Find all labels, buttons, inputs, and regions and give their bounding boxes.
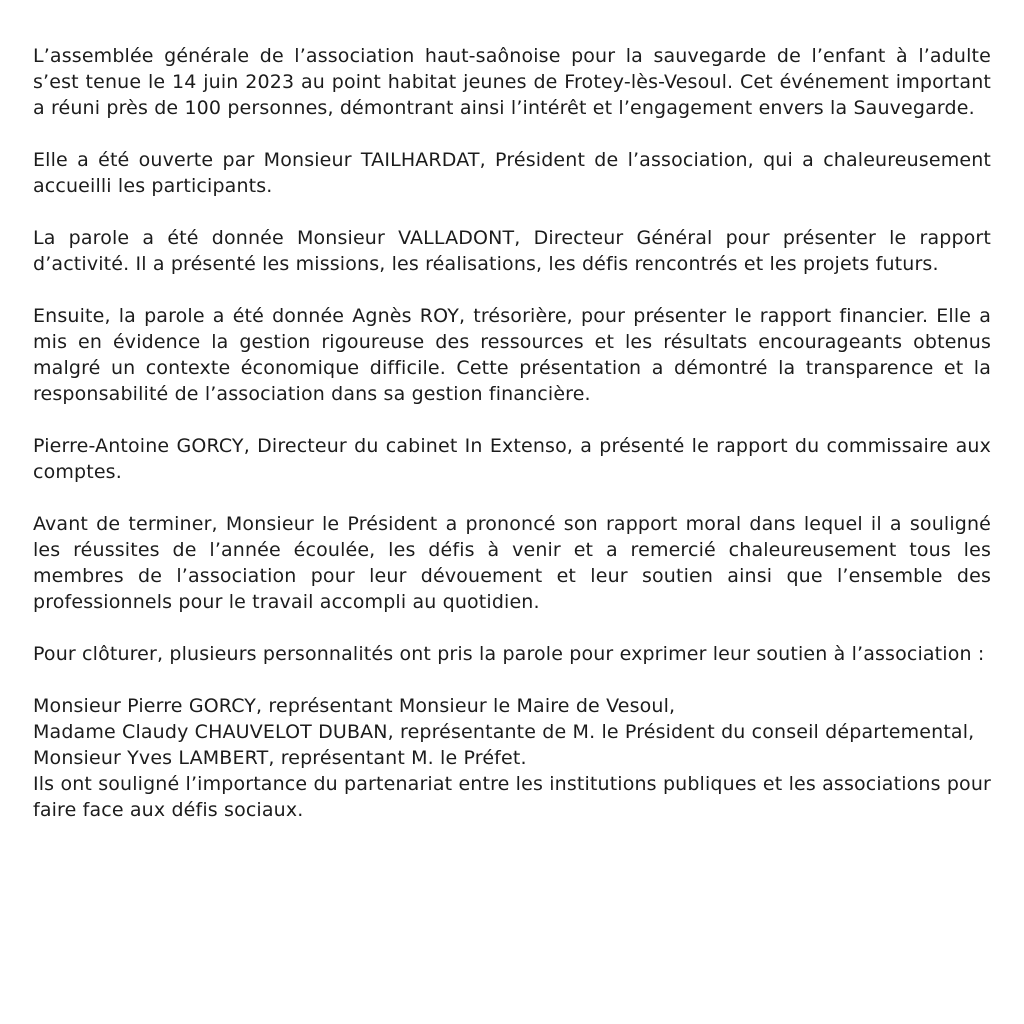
paragraph-opening: Elle a été ouverte par Monsieur TAILHARDAT, Président de l’association, qui a chaleureusement accueilli les participants. (33, 149, 991, 197)
speakers-list (33, 693, 991, 823)
paragraph-introduction: L’assemblée générale de l’association haut-saônoise pour la sauvegarde de l’enfant à l’adulte s’est tenue le 14 juin 2023 au point habitat jeunes de Frotey-lès-Vesoul. Cet événement important a réuni près de 100 personnes, démontrant ainsi l’intérêt et l’engagement envers la Sauvegarde. (33, 45, 991, 119)
article-body (33, 43, 991, 823)
paragraph-activity-report: La parole a été donnée Monsieur VALLADONT, Directeur Général pour présenter le rapport d’activité. Il a présenté les missions, les réalisations, les défis rencontrés et les projets futurs. (33, 227, 991, 275)
paragraph-financial-report: Ensuite, la parole a été donnée Agnès ROY, trésorière, pour présenter le rapport financier. Elle a mis en évidence la gestion rigoureuse des ressources et les résultats encourageants obtenus malgré un contexte économique difficile. Cette présentation a démontré la transparence et la responsabilité de l’association dans sa gestion financière. (33, 305, 991, 405)
paragraph-auditor-report: Pierre-Antoine GORCY, Directeur du cabinet In Extenso, a présenté le rapport du commissaire aux comptes. (33, 435, 991, 483)
speaker-line: Monsieur Pierre GORCY, représentant Monsieur le Maire de Vesoul, (33, 695, 676, 717)
closing-statement: Ils ont souligné l’importance du partenariat entre les institutions publiques et les associations pour faire face aux défis sociaux. (33, 773, 991, 821)
paragraph-closing: Pour clôturer, plusieurs personnalités ont pris la parole pour exprimer leur soutien à l’association : (33, 643, 985, 665)
speaker-line: Monsieur Yves LAMBERT, représentant M. le Préfet. (33, 747, 527, 769)
paragraph-moral-report: Avant de terminer, Monsieur le Président a prononcé son rapport moral dans lequel il a souligné les réussites de l’année écoulée, les défis à venir et a remercié chaleureusement tous les membres de l’association pour leur dévouement et leur soutien ainsi que l’ensemble des professionnels pour le travail accompli au quotidien. (33, 513, 991, 613)
speaker-line: Madame Claudy CHAUVELOT DUBAN, représentante de M. le Président du conseil départemental, (33, 721, 975, 743)
